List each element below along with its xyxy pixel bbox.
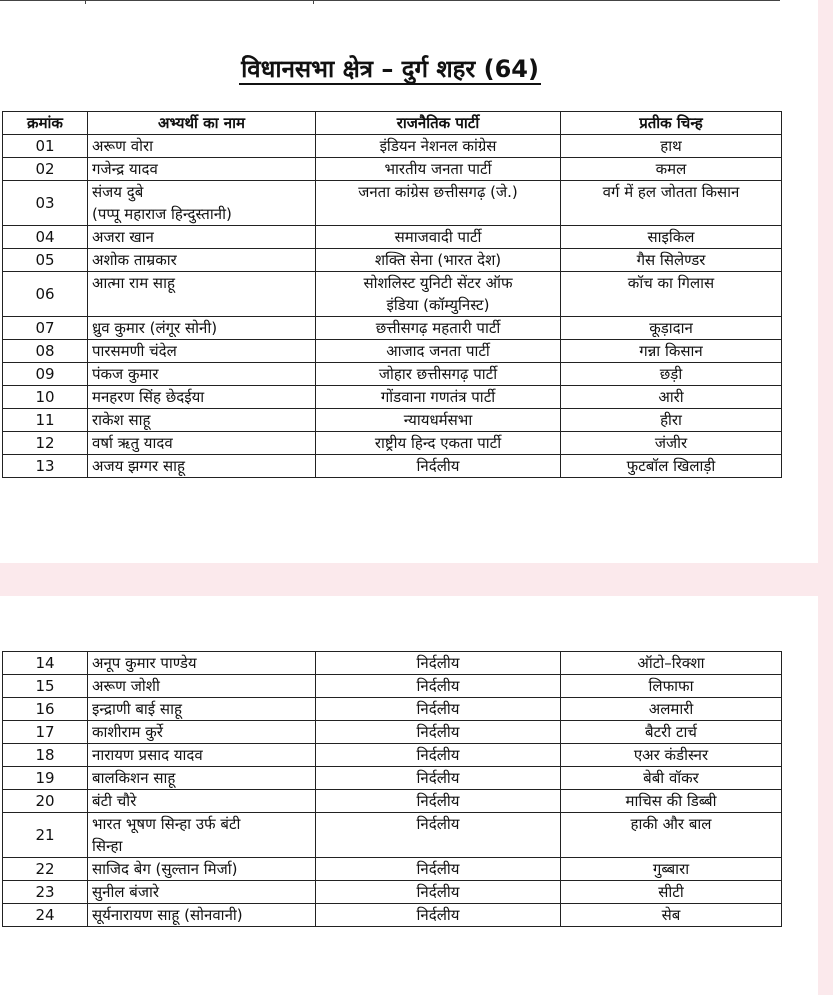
party-cell-text: राष्ट्रीय हिन्द एकता पार्टी bbox=[374, 434, 502, 452]
party-cell-text: सोशलिस्ट युनिटी सेंटर ऑफ bbox=[363, 274, 513, 292]
party-cell-text: जोहार छत्तीसगढ़ पार्टी bbox=[378, 365, 498, 383]
party-cell bbox=[316, 790, 561, 813]
party-cell-text: गोंडवाना गणतंत्र पार्टी bbox=[380, 388, 496, 406]
party-cell bbox=[316, 455, 561, 478]
party-cell bbox=[316, 744, 561, 767]
party-cell bbox=[316, 904, 561, 927]
candidate-name-cell-text: अनूप कुमार पाण्डेय bbox=[92, 654, 197, 672]
candidate-name-cell-text: इन्द्राणी बाई साहू bbox=[92, 700, 182, 718]
candidate-name-cell bbox=[88, 226, 316, 249]
candidate-name-cell-text: काशीराम कुर्रे bbox=[92, 723, 163, 741]
candidate-name-cell bbox=[88, 340, 316, 363]
symbol-cell-text: फुटबॉल खिलाड़ी bbox=[626, 457, 716, 475]
serial-cell-text: 24 bbox=[35, 906, 55, 924]
party-cell-text: निर्दलीय bbox=[416, 654, 460, 672]
symbol-cell-text: छड़ी bbox=[659, 365, 683, 383]
table-row bbox=[3, 340, 782, 363]
party-cell-text: शक्ति सेना (भारत देश) bbox=[374, 251, 502, 269]
candidate-name-cell-text: अरूण जोशी bbox=[92, 677, 160, 695]
candidate-name-cell-text: नारायण प्रसाद यादव bbox=[92, 746, 203, 764]
table-row bbox=[3, 813, 782, 858]
candidate-name-cell-text: राकेश साहू bbox=[92, 411, 151, 429]
serial-cell-text: 20 bbox=[35, 792, 55, 810]
party-cell bbox=[316, 767, 561, 790]
party-cell bbox=[316, 226, 561, 249]
candidate-name-cell bbox=[88, 881, 316, 904]
serial-cell-text: 11 bbox=[35, 411, 55, 429]
party-cell bbox=[316, 386, 561, 409]
serial-cell-text: 21 bbox=[35, 826, 55, 844]
party-cell bbox=[316, 317, 561, 340]
party-cell bbox=[316, 675, 561, 698]
symbol-cell-text: कॉच का गिलास bbox=[627, 274, 715, 292]
candidates-table-2 bbox=[2, 651, 782, 927]
candidate-name-cell bbox=[88, 675, 316, 698]
serial-cell-text: 17 bbox=[35, 723, 55, 741]
symbol-cell-text: हाथ bbox=[660, 137, 682, 155]
party-cell-text: निर्दलीय bbox=[416, 815, 460, 833]
symbol-cell bbox=[561, 675, 782, 698]
serial-cell bbox=[3, 363, 88, 386]
candidate-name-cell-text: पंकज कुमार bbox=[92, 365, 159, 383]
candidate-name-cell bbox=[88, 455, 316, 478]
candidate-name-cell-text: वर्षा ऋतु यादव bbox=[92, 434, 173, 452]
party-cell bbox=[316, 652, 561, 675]
party-cell bbox=[316, 698, 561, 721]
candidate-name-cell bbox=[88, 698, 316, 721]
candidate-name-cell-text: भारत भूषण सिन्हा उर्फ बंटी bbox=[92, 815, 241, 833]
candidate-name-cell bbox=[88, 744, 316, 767]
symbol-cell-text: बैटरी टार्च bbox=[645, 723, 697, 741]
symbol-cell-text: अलमारी bbox=[648, 700, 694, 718]
candidate-name-cell bbox=[88, 904, 316, 927]
serial-cell bbox=[3, 158, 88, 181]
party-cell bbox=[316, 340, 561, 363]
serial-cell-text: 04 bbox=[35, 228, 55, 246]
symbol-cell bbox=[561, 744, 782, 767]
table-body-2 bbox=[3, 652, 782, 927]
serial-cell bbox=[3, 881, 88, 904]
symbol-cell bbox=[561, 858, 782, 881]
serial-cell bbox=[3, 181, 88, 226]
table-header-row bbox=[3, 112, 782, 135]
symbol-cell-text: ऑटो–रिक्शा bbox=[637, 654, 705, 672]
serial-cell-text: 02 bbox=[35, 160, 55, 178]
table-row bbox=[3, 721, 782, 744]
candidate-name-cell bbox=[88, 158, 316, 181]
serial-cell bbox=[3, 675, 88, 698]
table-row bbox=[3, 363, 782, 386]
serial-cell-text: 18 bbox=[35, 746, 55, 764]
serial-cell bbox=[3, 652, 88, 675]
party-cell-text: इंडियन नेशनल कांग्रेस bbox=[379, 137, 497, 155]
party-cell-text: निर्दलीय bbox=[416, 906, 460, 924]
candidate-name-cell bbox=[88, 652, 316, 675]
candidate-name-cell-text: अजय झग्गर साहू bbox=[92, 457, 185, 475]
candidate-name-cell-text: अशोक ताम्रकार bbox=[92, 251, 177, 269]
symbol-cell bbox=[561, 386, 782, 409]
symbol-cell-text: साइकिल bbox=[647, 228, 695, 246]
serial-cell-text: 03 bbox=[35, 194, 55, 212]
serial-cell bbox=[3, 790, 88, 813]
serial-cell bbox=[3, 858, 88, 881]
serial-cell-text: 07 bbox=[35, 319, 55, 337]
table-row bbox=[3, 455, 782, 478]
candidate-name-cell bbox=[88, 272, 316, 317]
symbol-cell-text: वर्ग में हल जोतता किसान bbox=[602, 183, 740, 201]
symbol-cell bbox=[561, 226, 782, 249]
serial-cell bbox=[3, 904, 88, 927]
top-tick bbox=[313, 0, 314, 4]
table-row bbox=[3, 744, 782, 767]
party-cell-text: निर्दलीय bbox=[416, 723, 460, 741]
serial-cell bbox=[3, 249, 88, 272]
party-cell bbox=[316, 881, 561, 904]
top-tick bbox=[85, 0, 86, 4]
party-cell bbox=[316, 813, 561, 858]
symbol-cell bbox=[561, 904, 782, 927]
party-cell-text: निर्दलीय bbox=[416, 677, 460, 695]
symbol-cell bbox=[561, 721, 782, 744]
party-cell bbox=[316, 249, 561, 272]
serial-cell-text: 12 bbox=[35, 434, 55, 452]
symbol-cell-text: हीरा bbox=[660, 411, 682, 429]
symbol-cell bbox=[561, 409, 782, 432]
party-cell-text: निर्दलीय bbox=[416, 792, 460, 810]
serial-cell bbox=[3, 744, 88, 767]
candidate-name-cell-text: अरूण वोरा bbox=[92, 137, 153, 155]
symbol-cell-text: गुब्बारा bbox=[652, 860, 690, 878]
table-row bbox=[3, 790, 782, 813]
symbol-cell bbox=[561, 135, 782, 158]
party-cell-text: निर्दलीय bbox=[416, 883, 460, 901]
table-row bbox=[3, 317, 782, 340]
candidate-name-cell-text: साजिद बेग (सुल्तान मिर्जा) bbox=[92, 860, 238, 878]
symbol-cell-text: लिफाफा bbox=[648, 677, 694, 695]
table-row bbox=[3, 409, 782, 432]
table-row bbox=[3, 135, 782, 158]
party-cell bbox=[316, 272, 561, 317]
serial-cell-text: 15 bbox=[35, 677, 55, 695]
symbol-cell-text: आरी bbox=[658, 388, 684, 406]
table-row bbox=[3, 652, 782, 675]
table-row bbox=[3, 432, 782, 455]
candidate-name-cell bbox=[88, 181, 316, 226]
symbol-cell-text: गैस सिलेण्डर bbox=[636, 251, 706, 269]
symbol-cell-text: सेब bbox=[661, 906, 681, 924]
table-row bbox=[3, 881, 782, 904]
candidate-name-cell-text: मनहरण सिंह छेदईया bbox=[92, 388, 205, 406]
party-cell bbox=[316, 363, 561, 386]
symbol-cell-text: कमल bbox=[655, 160, 687, 178]
party-cell-text: भारतीय जनता पार्टी bbox=[384, 160, 492, 178]
symbol-cell bbox=[561, 158, 782, 181]
serial-cell-text: 01 bbox=[35, 137, 55, 155]
header-party: राजनैतिक पार्टी bbox=[316, 112, 561, 135]
symbol-cell-text: सीटी bbox=[658, 883, 684, 901]
serial-cell-text: 23 bbox=[35, 883, 55, 901]
table-row bbox=[3, 675, 782, 698]
candidate-name-cell bbox=[88, 767, 316, 790]
serial-cell-text: 16 bbox=[35, 700, 55, 718]
serial-cell-text: 14 bbox=[35, 654, 55, 672]
party-cell bbox=[316, 135, 561, 158]
table-body-1 bbox=[3, 135, 782, 478]
party-cell-text: आजाद जनता पार्टी bbox=[386, 342, 490, 360]
symbol-cell bbox=[561, 317, 782, 340]
symbol-cell bbox=[561, 181, 782, 226]
symbol-cell-text: बेबी वॉकर bbox=[643, 769, 699, 787]
candidate-name-cell bbox=[88, 386, 316, 409]
table-row bbox=[3, 698, 782, 721]
serial-cell-text: 13 bbox=[35, 457, 55, 475]
candidate-name-cell bbox=[88, 813, 316, 858]
party-cell-text: निर्दलीय bbox=[416, 457, 460, 475]
party-cell-text: जनता कांग्रेस छत्तीसगढ़ (जे.) bbox=[358, 183, 518, 201]
symbol-cell bbox=[561, 363, 782, 386]
serial-cell-text: 09 bbox=[35, 365, 55, 383]
symbol-cell bbox=[561, 340, 782, 363]
candidate-name-cell bbox=[88, 317, 316, 340]
candidates-table-1 bbox=[2, 111, 782, 478]
party-cell-text: निर्दलीय bbox=[416, 860, 460, 878]
candidate-name-cell bbox=[88, 721, 316, 744]
symbol-cell-text: गन्ना किसान bbox=[639, 342, 703, 360]
candidate-name-cell-text: अजरा खान bbox=[92, 228, 154, 246]
symbol-cell-text: कूड़ादान bbox=[649, 319, 693, 337]
serial-cell bbox=[3, 813, 88, 858]
serial-cell-text: 08 bbox=[35, 342, 55, 360]
serial-cell bbox=[3, 135, 88, 158]
candidate-name-cell-text: संजय दुबे bbox=[92, 183, 144, 201]
serial-cell bbox=[3, 226, 88, 249]
serial-cell bbox=[3, 272, 88, 317]
party-cell-text: छत्तीसगढ़ महतारी पार्टी bbox=[375, 319, 501, 337]
candidate-name-cell bbox=[88, 858, 316, 881]
document-page-2 bbox=[0, 596, 818, 995]
candidate-name-cell bbox=[88, 432, 316, 455]
candidate-name-cell-text: (पप्पू महाराज हिन्दुस्तानी) bbox=[92, 205, 232, 223]
serial-cell bbox=[3, 386, 88, 409]
symbol-cell bbox=[561, 790, 782, 813]
candidate-name-cell-text: बंटी चौरे bbox=[92, 792, 137, 810]
candidate-name-cell bbox=[88, 135, 316, 158]
party-cell-text: निर्दलीय bbox=[416, 700, 460, 718]
party-cell bbox=[316, 181, 561, 226]
header-symbol: प्रतीक चिन्ह bbox=[561, 112, 782, 135]
symbol-cell bbox=[561, 249, 782, 272]
candidate-name-cell-text: बालकिशन साहू bbox=[92, 769, 176, 787]
candidate-name-cell bbox=[88, 790, 316, 813]
symbol-cell bbox=[561, 652, 782, 675]
symbol-cell bbox=[561, 698, 782, 721]
party-cell bbox=[316, 409, 561, 432]
serial-cell-text: 19 bbox=[35, 769, 55, 787]
party-cell-text: निर्दलीय bbox=[416, 746, 460, 764]
party-cell-text: न्यायधर्मसभा bbox=[403, 411, 473, 429]
serial-cell-text: 10 bbox=[35, 388, 55, 406]
symbol-cell-text: हाकी और बाल bbox=[630, 815, 712, 833]
candidate-name-cell-text: ध्रुव कुमार (लंगूर सोनी) bbox=[92, 319, 218, 337]
table-row bbox=[3, 858, 782, 881]
serial-cell bbox=[3, 317, 88, 340]
serial-cell-text: 05 bbox=[35, 251, 55, 269]
candidate-name-cell bbox=[88, 249, 316, 272]
table-row bbox=[3, 181, 782, 226]
symbol-cell-text: एअर कंडीस्नर bbox=[633, 746, 709, 764]
party-cell bbox=[316, 432, 561, 455]
header-candidate: अभ्यर्थी का नाम bbox=[88, 112, 316, 135]
table-row bbox=[3, 272, 782, 317]
party-cell-text: इंडिया (कॉम्युनिस्ट) bbox=[386, 296, 490, 314]
table-row bbox=[3, 904, 782, 927]
symbol-cell-text: जंजीर bbox=[654, 434, 688, 452]
candidate-name-cell bbox=[88, 409, 316, 432]
serial-cell bbox=[3, 432, 88, 455]
serial-cell bbox=[3, 721, 88, 744]
symbol-cell bbox=[561, 432, 782, 455]
serial-cell-text: 22 bbox=[35, 860, 55, 878]
party-cell bbox=[316, 158, 561, 181]
party-cell-text: समाजवादी पार्टी bbox=[394, 228, 482, 246]
party-cell bbox=[316, 721, 561, 744]
table-row bbox=[3, 249, 782, 272]
serial-cell bbox=[3, 698, 88, 721]
serial-cell-text: 06 bbox=[35, 285, 55, 303]
top-border-line bbox=[0, 0, 780, 4]
candidate-name-cell-text: गजेन्द्र यादव bbox=[92, 160, 158, 178]
serial-cell bbox=[3, 340, 88, 363]
table-row bbox=[3, 386, 782, 409]
symbol-cell bbox=[561, 272, 782, 317]
candidate-name-cell-text: सूर्यनारायण साहू (सोनवानी) bbox=[92, 906, 243, 924]
symbol-cell bbox=[561, 813, 782, 858]
candidate-name-cell-text: पारसमणी चंदेल bbox=[92, 342, 177, 360]
header-serial: क्रमांक bbox=[3, 112, 88, 135]
candidate-name-cell-text: सिन्हा bbox=[92, 837, 123, 855]
table-row bbox=[3, 226, 782, 249]
serial-cell bbox=[3, 767, 88, 790]
party-cell-text: निर्दलीय bbox=[416, 769, 460, 787]
symbol-cell-text: माचिस की डिब्बी bbox=[625, 792, 717, 810]
table-row bbox=[3, 767, 782, 790]
page-title bbox=[0, 52, 780, 85]
table-row bbox=[3, 158, 782, 181]
candidate-name-cell-text: सुनील बंजारे bbox=[92, 883, 160, 901]
symbol-cell bbox=[561, 881, 782, 904]
party-cell bbox=[316, 858, 561, 881]
page-title-text: विधानसभा क्षेत्र – दुर्ग शहर (64) bbox=[241, 55, 539, 83]
symbol-cell bbox=[561, 767, 782, 790]
candidate-name-cell-text: आत्मा राम साहू bbox=[92, 274, 175, 292]
serial-cell bbox=[3, 409, 88, 432]
serial-cell bbox=[3, 455, 88, 478]
symbol-cell bbox=[561, 455, 782, 478]
candidate-name-cell bbox=[88, 363, 316, 386]
